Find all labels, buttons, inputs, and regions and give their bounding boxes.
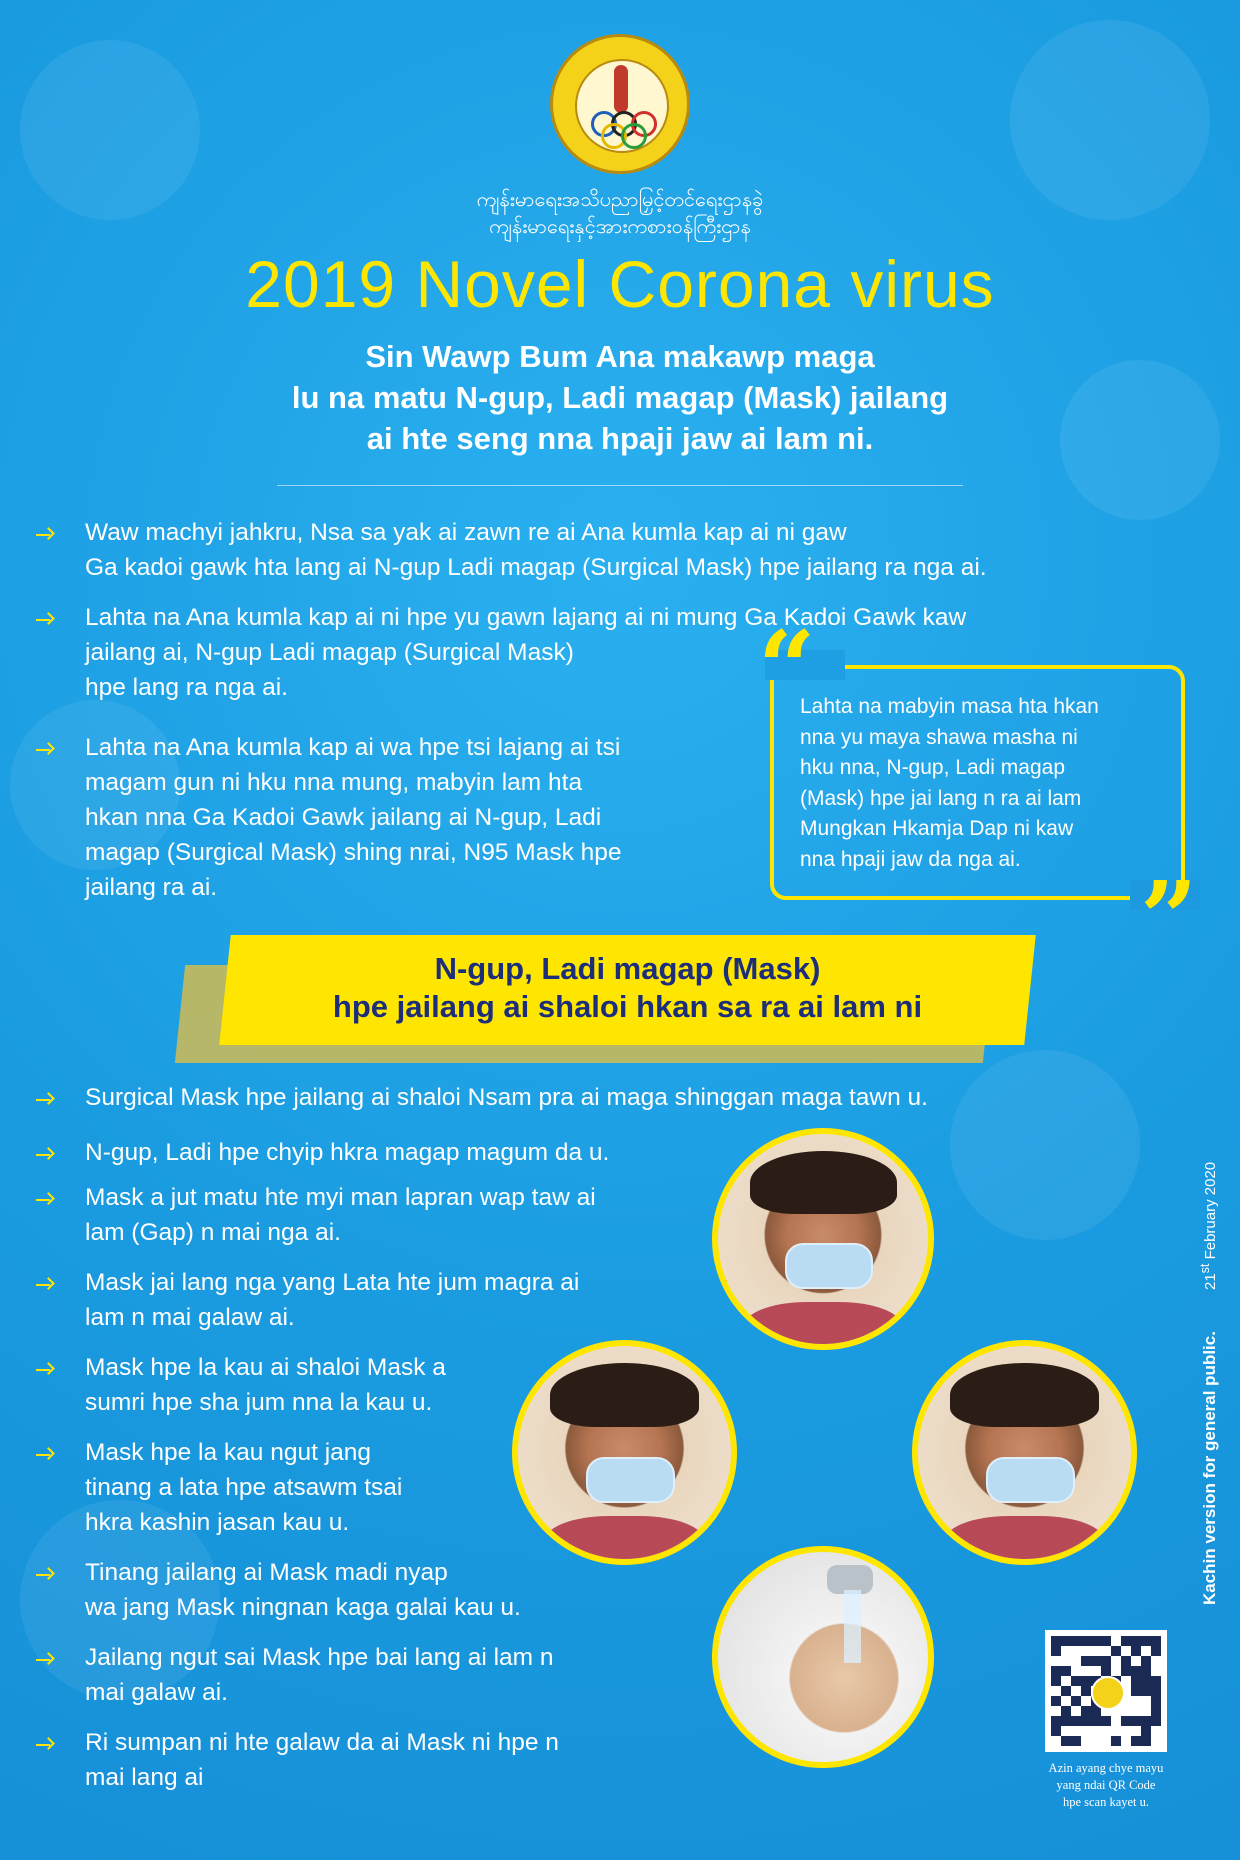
- list-item-line: hpe lang ra nga ai.: [85, 674, 288, 701]
- list-item-line: mai galaw ai.: [85, 1679, 228, 1706]
- quote-line: nna yu maya shawa masha ni: [800, 725, 1078, 749]
- list-item-line: Lahta na Ana kumla kap ai ni hpe yu gawn lajang ai ni mung Ga Kadoi Gawk kaw: [85, 604, 967, 631]
- qr-module: [1151, 1716, 1161, 1726]
- shirt: [944, 1516, 1106, 1565]
- list-item-line: Mask hpe la kau ngut jang: [85, 1439, 372, 1466]
- open-quote-icon: “: [758, 609, 816, 727]
- mask: [986, 1457, 1075, 1504]
- qr-module: [1141, 1636, 1151, 1646]
- photo-tie-mask-left: [512, 1340, 737, 1565]
- qr-module: [1151, 1676, 1161, 1686]
- ministry-line-1: ကျန်းမာရေးအသိပညာမြှင့်တင်ရေးဌာနခွဲ: [476, 189, 764, 211]
- qr-module: [1061, 1656, 1071, 1666]
- publish-date: [1198, 1162, 1219, 1290]
- section-banner-text: [225, 950, 1030, 1026]
- list-item: [85, 1555, 521, 1625]
- arrow-right-icon: [36, 1192, 58, 1208]
- qr-module: [1071, 1686, 1081, 1696]
- qr-module: [1071, 1656, 1081, 1666]
- list-item-line: magam gun ni hku nna mung, mabyin lam hta: [85, 769, 583, 796]
- qr-module: [1141, 1716, 1151, 1726]
- qr-module: [1101, 1726, 1111, 1736]
- arrow-right-icon: [36, 1652, 58, 1668]
- list-item: [85, 1350, 446, 1420]
- qr-module: [1081, 1736, 1091, 1746]
- subtitle-line: Sin Wawp Bum Ana makawp maga: [365, 339, 875, 374]
- qr-module: [1111, 1736, 1121, 1746]
- list-item-line: N-gup, Ladi hpe chyip hkra magap magum da u.: [85, 1139, 610, 1166]
- water: [844, 1590, 861, 1664]
- qr-module: [1101, 1736, 1111, 1746]
- qr-module: [1071, 1646, 1081, 1656]
- qr-module: [1151, 1666, 1161, 1676]
- qr-module: [1071, 1716, 1081, 1726]
- qr-caption: [1020, 1760, 1192, 1811]
- list-item: [85, 1180, 596, 1250]
- quote-line: (Mask) hpe jai lang n ra ai lam: [800, 786, 1082, 810]
- hair: [750, 1151, 897, 1214]
- qr-code[interactable]: [1045, 1630, 1167, 1752]
- list-item-line: jailang ai, N-gup Ladi magap (Surgical Mask): [85, 639, 574, 666]
- qr-module: [1141, 1666, 1151, 1676]
- virus-decoration: [950, 1050, 1140, 1240]
- close-quote-icon: ”: [1140, 859, 1198, 977]
- quote-line: Lahta na mabyin masa hta hkan: [800, 695, 1099, 718]
- qr-module: [1061, 1736, 1071, 1746]
- mask: [586, 1457, 675, 1504]
- arrow-right-icon: [36, 1092, 58, 1108]
- qr-module: [1081, 1696, 1091, 1706]
- qr-module: [1061, 1676, 1071, 1686]
- qr-module: [1081, 1686, 1091, 1696]
- quote-line: hku nna, N-gup, Ladi magap: [800, 756, 1066, 779]
- list-item-line: jailang ra ai.: [85, 874, 218, 901]
- qr-module: [1121, 1646, 1131, 1656]
- qr-module: [1131, 1696, 1141, 1706]
- banner-line: N-gup, Ladi magap (Mask): [434, 951, 821, 986]
- qr-module: [1061, 1686, 1071, 1696]
- qr-module: [1141, 1676, 1151, 1686]
- qr-module: [1151, 1696, 1161, 1706]
- qr-module: [1131, 1736, 1141, 1746]
- quote-line: Mungkan Hkamja Dap ni kaw: [800, 817, 1074, 840]
- photo-adjust-nose-mask: [712, 1128, 934, 1350]
- quote-text: [800, 692, 1170, 875]
- olympic-ring-icon: [621, 123, 647, 149]
- qr-module: [1101, 1716, 1111, 1726]
- qr-module: [1061, 1716, 1071, 1726]
- qr-module: [1091, 1726, 1101, 1736]
- qr-module: [1071, 1676, 1081, 1686]
- qr-module: [1081, 1646, 1091, 1656]
- qr-module: [1081, 1656, 1091, 1666]
- qr-module: [1081, 1716, 1091, 1726]
- logo-figure-icon: [614, 65, 628, 113]
- qr-module: [1121, 1636, 1131, 1646]
- hair: [550, 1363, 699, 1427]
- list-item-line: lam n mai galaw ai.: [85, 1304, 295, 1331]
- qr-module: [1081, 1636, 1091, 1646]
- qr-module: [1131, 1656, 1141, 1666]
- list-item-line: Mask jai lang nga yang Lata hte jum magra ai: [85, 1269, 580, 1296]
- list-item-line: magap (Surgical Mask) shing nrai, N95 Mask hpe: [85, 839, 622, 866]
- qr-module: [1141, 1686, 1151, 1696]
- qr-module: [1051, 1696, 1061, 1706]
- qr-module: [1121, 1726, 1131, 1736]
- qr-module: [1131, 1706, 1141, 1716]
- qr-module: [1061, 1696, 1071, 1706]
- divider: [277, 485, 963, 486]
- qr-module: [1071, 1736, 1081, 1746]
- qr-module: [1131, 1666, 1141, 1676]
- arrow-right-icon: [36, 1277, 58, 1293]
- arrow-right-icon: [36, 1737, 58, 1753]
- qr-module: [1051, 1706, 1061, 1716]
- qr-module: [1131, 1676, 1141, 1686]
- shirt: [544, 1516, 706, 1565]
- qr-module: [1091, 1646, 1101, 1656]
- qr-module: [1131, 1726, 1141, 1736]
- arrow-right-icon: [36, 1147, 58, 1163]
- list-item: [85, 1640, 554, 1710]
- qr-module: [1151, 1686, 1161, 1696]
- qr-module: [1111, 1716, 1121, 1726]
- list-item-line: hkan nna Ga Kadoi Gawk jailang ai N-gup, Ladi: [85, 804, 602, 831]
- qr-module: [1111, 1656, 1121, 1666]
- list-item: [85, 515, 987, 585]
- list-item-line: Mask hpe la kau ai shaloi Mask a: [85, 1354, 446, 1381]
- page-title: 2019 Novel Corona virus: [245, 247, 995, 321]
- qr-module: [1121, 1706, 1131, 1716]
- qr-module: [1141, 1656, 1151, 1666]
- qr-module: [1051, 1726, 1061, 1736]
- photo-wash-hands: [712, 1546, 934, 1768]
- qr-module: [1101, 1656, 1111, 1666]
- hair: [950, 1363, 1099, 1427]
- ministry-logo: [550, 34, 690, 174]
- list-item-line: Waw machyi jahkru, Nsa sa yak ai zawn re ai Ana kumla kap ai ni gaw: [85, 519, 847, 546]
- qr-module: [1081, 1676, 1091, 1686]
- qr-module: [1061, 1666, 1071, 1676]
- qr-module: [1141, 1736, 1151, 1746]
- qr-module: [1131, 1716, 1141, 1726]
- qr-module: [1091, 1666, 1101, 1676]
- qr-module: [1151, 1736, 1161, 1746]
- qr-module: [1071, 1706, 1081, 1716]
- list-item-line: Lahta na Ana kumla kap ai wa hpe tsi lajang ai tsi: [85, 734, 621, 761]
- date-rest: February 2020: [1202, 1161, 1219, 1264]
- subtitle-line: lu na matu N-gup, Ladi magap (Mask) jailang: [291, 380, 949, 415]
- qr-module: [1061, 1726, 1071, 1736]
- qr-module: [1071, 1636, 1081, 1646]
- list-item-line: Jailang ngut sai Mask hpe bai lang ai lam n: [85, 1644, 554, 1671]
- qr-module: [1081, 1726, 1091, 1736]
- qr-module: [1151, 1706, 1161, 1716]
- qr-module: [1131, 1646, 1141, 1656]
- qr-module: [1111, 1636, 1121, 1646]
- list-item-line: mai lang ai: [85, 1764, 204, 1791]
- qr-module: [1131, 1636, 1141, 1646]
- qr-module: [1121, 1656, 1131, 1666]
- arrow-right-icon: [36, 1447, 58, 1463]
- list-item-line: Ga kadoi gawk hta lang ai N-gup Ladi magap (Surgical Mask) hpe jailang ra nga ai.: [85, 554, 987, 581]
- qr-module: [1151, 1646, 1161, 1656]
- qr-module: [1071, 1726, 1081, 1736]
- list-item: [85, 730, 622, 905]
- qr-module: [1111, 1666, 1121, 1676]
- qr-module: [1051, 1636, 1061, 1646]
- qr-module: [1061, 1636, 1071, 1646]
- date-day: 21: [1202, 1273, 1219, 1290]
- qr-module: [1151, 1636, 1161, 1646]
- arrow-right-icon: [36, 1567, 58, 1583]
- list-item-line: sumri hpe sha jum nna la kau u.: [85, 1389, 433, 1416]
- arrow-right-icon: [36, 742, 58, 758]
- banner-line: hpe jailang ai shaloi hkan sa ra ai lam ni: [332, 989, 923, 1024]
- qr-module: [1081, 1706, 1091, 1716]
- qr-module: [1051, 1686, 1061, 1696]
- qr-module: [1121, 1716, 1131, 1726]
- qr-module: [1101, 1666, 1111, 1676]
- list-item: [85, 1080, 928, 1115]
- list-item-line: Tinang jailang ai Mask madi nyap: [85, 1559, 448, 1586]
- list-item: [85, 1725, 559, 1795]
- arrow-right-icon: [36, 612, 58, 628]
- qr-module: [1051, 1736, 1061, 1746]
- date-suffix: st: [1198, 1263, 1212, 1274]
- page-subtitle: [0, 336, 1240, 459]
- mask: [785, 1243, 873, 1289]
- qr-module: [1071, 1666, 1081, 1676]
- ministry-line-2: ကျန်းမာရေးနှင့်အားကစားဝန်ကြီးဌာန: [489, 216, 751, 238]
- public-note: Kachin version for general public.: [1200, 1331, 1219, 1605]
- qr-module: [1121, 1666, 1131, 1676]
- qr-module: [1141, 1726, 1151, 1736]
- qr-module: [1091, 1736, 1101, 1746]
- list-item-line: Ri sumpan ni hte galaw da ai Mask ni hpe n: [85, 1729, 559, 1756]
- subtitle-line: ai hte seng nna hpaji jaw ai lam ni.: [366, 421, 874, 456]
- qr-module: [1081, 1666, 1091, 1676]
- qr-module: [1061, 1646, 1071, 1656]
- qr-module: [1141, 1706, 1151, 1716]
- qr-module: [1121, 1736, 1131, 1746]
- qr-module: [1071, 1696, 1081, 1706]
- qr-module: [1051, 1656, 1061, 1666]
- list-item-line: hkra kashin jasan kau u.: [85, 1509, 350, 1536]
- list-item-line: Mask a jut matu hte myi man lapran wap taw ai: [85, 1184, 596, 1211]
- qr-module: [1051, 1646, 1061, 1656]
- qr-module: [1051, 1666, 1061, 1676]
- qr-module: [1131, 1686, 1141, 1696]
- qr-module: [1151, 1726, 1161, 1736]
- shirt: [743, 1302, 903, 1350]
- qr-module: [1141, 1646, 1151, 1656]
- logo-seal: [550, 34, 690, 174]
- photo-tie-mask-right: [912, 1340, 1137, 1565]
- list-item: [85, 1135, 609, 1170]
- qr-module: [1051, 1676, 1061, 1686]
- qr-caption-line: yang ndai QR Code: [1056, 1778, 1156, 1792]
- qr-module: [1111, 1726, 1121, 1736]
- list-item-line: Surgical Mask hpe jailang ai shaloi Nsam pra ai maga shinggan maga tawn u.: [85, 1084, 928, 1111]
- qr-module: [1061, 1706, 1071, 1716]
- arrow-right-icon: [36, 1362, 58, 1378]
- list-item-line: wa jang Mask ningnan kaga galai kau u.: [85, 1594, 521, 1621]
- arrow-right-icon: [36, 527, 58, 543]
- qr-module: [1111, 1646, 1121, 1656]
- qr-module: [1101, 1646, 1111, 1656]
- list-item: [85, 1265, 579, 1335]
- qr-module: [1091, 1656, 1101, 1666]
- quote-line: nna hpaji jaw da nga ai.: [800, 847, 1021, 871]
- qr-module: [1151, 1656, 1161, 1666]
- qr-module: [1091, 1716, 1101, 1726]
- qr-module: [1101, 1636, 1111, 1646]
- qr-logo-icon: [1091, 1676, 1125, 1710]
- list-item-line: tinang a lata hpe atsawm tsai: [85, 1474, 403, 1501]
- qr-caption-line: Azin ayang chye mayu: [1048, 1761, 1164, 1775]
- qr-caption-line: hpe scan kayet u.: [1062, 1795, 1150, 1809]
- qr-module: [1141, 1696, 1151, 1706]
- qr-module: [1051, 1716, 1061, 1726]
- list-item-line: lam (Gap) n mai nga ai.: [85, 1219, 341, 1246]
- list-item: [85, 1435, 402, 1540]
- qr-module: [1091, 1636, 1101, 1646]
